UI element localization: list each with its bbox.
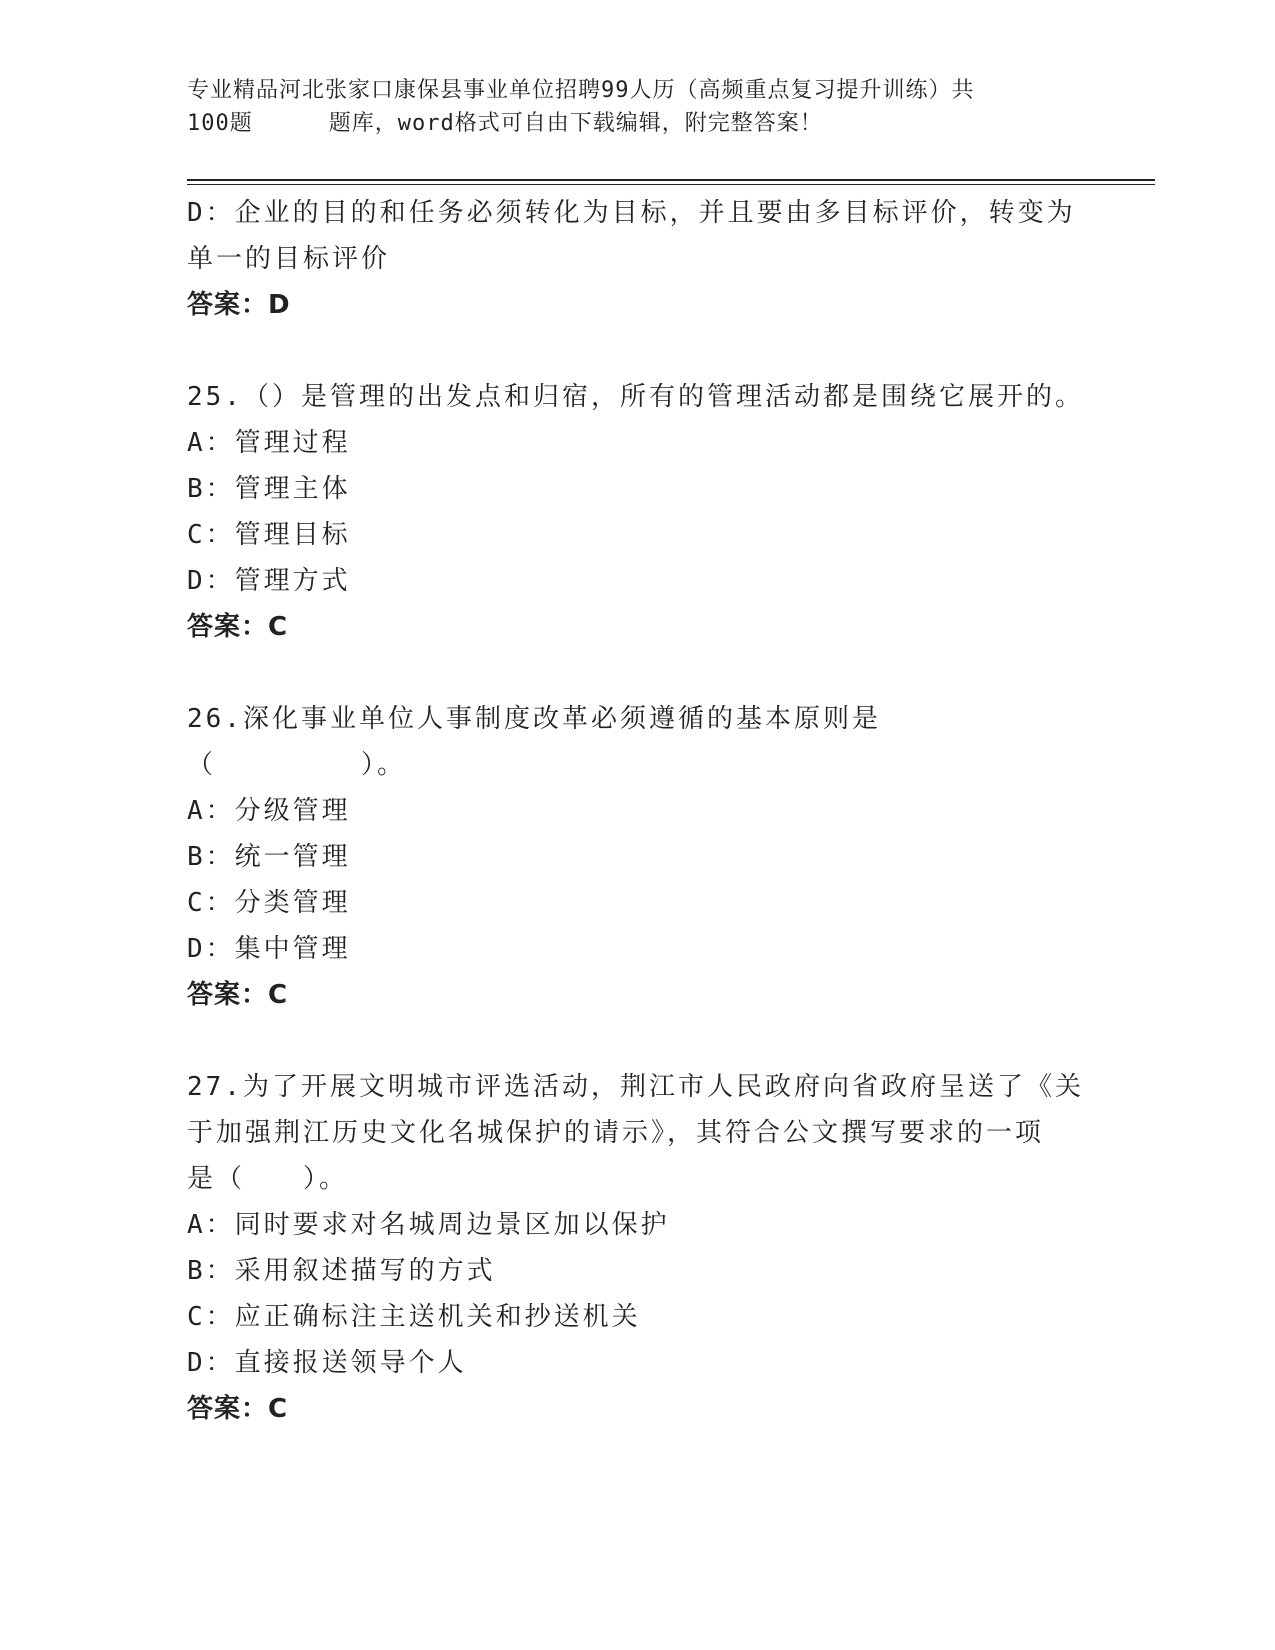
answer-line: 答案：D [187,290,291,320]
question-27 [187,1064,1087,1432]
question-stem: 25.（）是管理的出发点和归宿，所有的管理活动都是围绕它展开的。 [187,382,1084,412]
option-d: D：集中管理 [187,934,351,964]
option-d: D：直接报送领导个人 [187,1348,467,1378]
option-b: B：管理主体 [187,474,351,504]
answer-line: 答案：C [187,612,289,642]
option-c: C：分类管理 [187,888,351,918]
option-c: C：管理目标 [187,520,351,550]
header-title-line-2 [187,107,1067,140]
option-b: B：采用叙述描写的方式 [187,1256,496,1286]
header-divider-thick [187,179,1155,181]
option-a: A：分级管理 [187,796,351,826]
document-header [187,74,1067,140]
question-stem-line-3: 是（ ）。 [187,1164,349,1194]
option-d: D：管理方式 [187,566,351,596]
question-stem [187,1064,1087,1202]
header-question-count: 100题 [187,111,253,136]
question-25 [187,374,1087,650]
header-subtitle: 题库，word格式可自由下载编辑，附完整答案！ [328,111,823,136]
header-title-line-1: 专业精品河北张家口康保县事业单位招聘99人历（高频重点复习提升训练）共 [187,78,975,103]
header-divider-thin [187,184,1155,185]
previous-question-tail [187,190,1087,328]
option-b: B：统一管理 [187,842,351,872]
option-c: C：应正确标注主送机关和抄送机关 [187,1302,641,1332]
option-d-line-1: D：企业的目的和任务必须转化为目标，并且要由多目标评价，转变为 [187,198,1076,228]
question-stem-line-1: 27.为了开展文明城市评选活动，荆江市人民政府向省政府呈送了《关 [187,1072,1084,1102]
answer-line: 答案：C [187,1394,289,1424]
option-a: A：同时要求对名城周边景区加以保护 [187,1210,670,1240]
question-26 [187,696,1087,1018]
option-d-line-2: 单一的目标评价 [187,244,391,274]
option-d [187,190,1087,282]
document-body [187,190,1087,1432]
question-stem-line-2: 于加强荆江历史文化名城保护的请示》，其符合公文撰写要求的一项 [187,1118,1045,1148]
answer-line: 答案：C [187,980,289,1010]
question-stem: 26.深化事业单位人事制度改革必须遵循的基本原则是（ ）。 [187,704,881,780]
option-a: A：管理过程 [187,428,351,458]
